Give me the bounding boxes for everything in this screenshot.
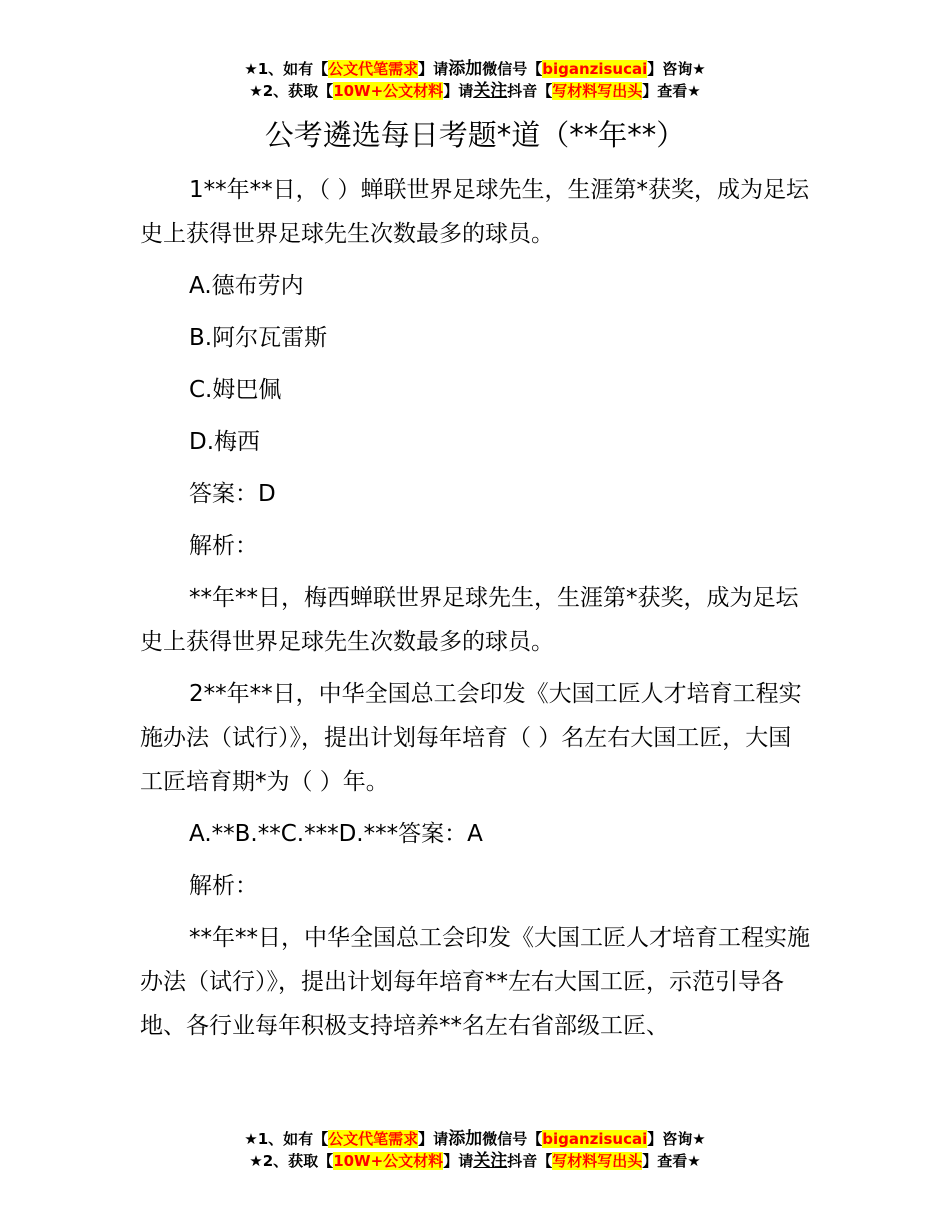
banner-text: 】请 (443, 1152, 474, 1170)
banner-highlight: 10W+公文材料 (333, 1152, 444, 1170)
analysis-label: 解析： (189, 873, 258, 899)
banner-highlight: 公文代笔需求 (328, 60, 419, 78)
banner-highlight: biganzisucai (542, 60, 648, 78)
banner-text: 】请 (418, 1130, 449, 1148)
paragraph: **年**日，梅西蝉联世界足球先生，生涯第*获奖，成为足坛史上获得世界足球先生次数最多的球员。 (140, 585, 799, 655)
option: D.梅西 (189, 429, 261, 455)
banner-text: 微信号【 (482, 1130, 543, 1148)
paragraph: **年**日，中华全国总工会印发《大国工匠人才培育工程实施办法（试行）》，提出计划每年培育**左右大国工匠，示范引导各地、各行业每年积极支持培养**名左右省部级工匠、 (140, 925, 810, 1039)
paragraph: 1**年**日，（ ）蝉联世界足球先生，生涯第*获奖，成为足坛史上获得世界足球先生次数最多的球员。 (140, 177, 809, 247)
banner-text: 】请 (418, 60, 449, 78)
banner-text: 】咨询★ (647, 60, 706, 78)
banner-text: ★2、获取【 (249, 1152, 334, 1170)
banner-line-2 (0, 1150, 950, 1172)
option: C.姆巴佩 (189, 377, 282, 403)
answer: 答案：D (189, 481, 276, 507)
document-body (140, 168, 812, 1056)
option: B.阿尔瓦雷斯 (189, 325, 328, 351)
banner-text: 】查看★ (642, 1152, 701, 1170)
banner-highlight: 写材料写出头 (552, 1152, 643, 1170)
banner-text: 】查看★ (642, 82, 701, 100)
options-answer: A.**B.**C.***D.***答案：A (189, 821, 483, 847)
banner-emphasis: 添加 (448, 59, 483, 79)
banner-text: 抖音【 (507, 1152, 553, 1170)
banner-text: ★1、如有【 (244, 60, 329, 78)
analysis-label: 解析： (189, 533, 258, 559)
banner-line-1 (0, 1128, 950, 1150)
banner-highlight: 10W+公文材料 (333, 82, 444, 100)
banner-text: ★2、获取【 (249, 82, 334, 100)
banner-emphasis: 添加 (448, 1129, 483, 1149)
footer-banner (0, 1128, 950, 1172)
document-title: 公考遴选每日考题*道（**年**） (264, 118, 686, 152)
banner-text: ★1、如有【 (244, 1130, 329, 1148)
banner-highlight: biganzisucai (542, 1130, 648, 1148)
banner-highlight: 写材料写出头 (552, 82, 643, 100)
banner-highlight: 公文代笔需求 (328, 1130, 419, 1148)
banner-text: 抖音【 (507, 82, 553, 100)
banner-line-1 (0, 58, 950, 80)
banner-text: 】咨询★ (647, 1130, 706, 1148)
header-banner (0, 58, 950, 102)
banner-line-2 (0, 80, 950, 102)
banner-emphasis: 关注 (473, 1151, 508, 1171)
banner-text: 微信号【 (482, 60, 543, 78)
banner-text: 】请 (443, 82, 474, 100)
banner-emphasis: 关注 (473, 81, 508, 101)
paragraph: 2**年**日，中华全国总工会印发《大国工匠人才培育工程实施办法（试行）》，提出计划每年培育（ ）名左右大国工匠，大国工匠培育期*为（ ）年。 (140, 681, 802, 795)
option: A.德布劳内 (189, 273, 304, 299)
